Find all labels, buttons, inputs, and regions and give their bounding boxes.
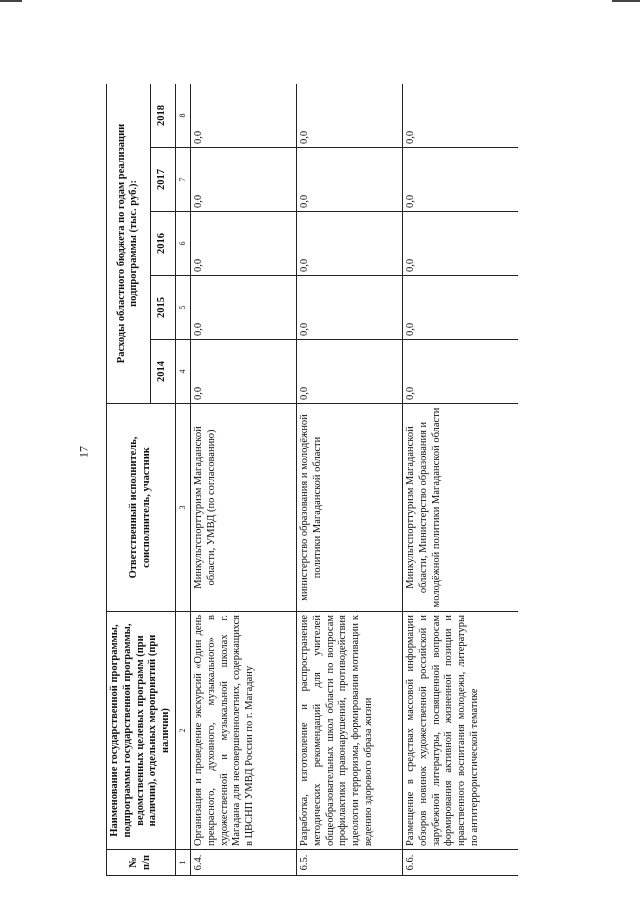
column-index: 3 xyxy=(175,404,190,612)
row-value-2016: 0,0 xyxy=(190,212,296,276)
row-value-2014: 0,0 xyxy=(190,340,296,404)
row-value-2015: 0,0 xyxy=(190,276,296,340)
row-value-2015: 0,0 xyxy=(402,276,518,340)
rotated-table-container xyxy=(106,84,518,876)
row-value-2016: 0,0 xyxy=(296,212,402,276)
column-index: 5 xyxy=(175,276,190,340)
budget-table xyxy=(106,84,518,876)
scan-edge-mark xyxy=(612,0,640,2)
row-value-2018: 0,0 xyxy=(296,84,402,148)
row-number: 6.5. xyxy=(296,850,402,876)
header-year: 2015 xyxy=(150,276,175,340)
column-index: 6 xyxy=(175,212,190,276)
row-executor: Минкультспорттуризм Магаданской области, УМВД (по согласованию) xyxy=(190,404,296,612)
row-activity-name: Организация и проведение экскурсий «Один день прекрасного, духовного, музыкального» в художественной и музыкальной школах г. Магадана для несовершеннолетних, содержащихся в ЦВСНП УМВД России по г. Магадану xyxy=(190,612,296,850)
row-value-2018: 0,0 xyxy=(190,84,296,148)
header-name: Наименование государственной программы, подпрограммы государственной программы, ведомственных целевых программ (при наличии), отдельных мероприятий (при наличии) xyxy=(107,612,176,850)
column-index: 2 xyxy=(175,612,190,850)
row-value-2016: 0,0 xyxy=(402,212,518,276)
header-year: 2017 xyxy=(150,148,175,212)
column-index: 8 xyxy=(175,84,190,148)
row-value-2018: 0,0 xyxy=(402,84,518,148)
row-value-2017: 0,0 xyxy=(296,148,402,212)
row-activity-name: Размещение в средствах массовой информации обзоров новинок художественной российской и зарубежной литературы, посвященной вопросам формирования активной жизненной позиции и нравственного воспитания молодежи, литературы по антитеррористической тематике xyxy=(402,612,518,850)
row-value-2017: 0,0 xyxy=(402,148,518,212)
header-number: № п/п xyxy=(107,850,176,876)
page-number: 17 xyxy=(76,446,91,458)
header-year: 2016 xyxy=(150,212,175,276)
column-index: 1 xyxy=(175,850,190,876)
table-rotation-frame xyxy=(106,84,518,876)
column-index-row xyxy=(175,84,190,876)
header-year: 2014 xyxy=(150,340,175,404)
column-index: 7 xyxy=(175,148,190,212)
row-number: 6.4. xyxy=(190,850,296,876)
row-executor: Минкультспорттуризм Магаданской области, Министерство образования и молодёжной политики Магаданской области xyxy=(402,404,518,612)
column-index: 4 xyxy=(175,340,190,404)
row-value-2014: 0,0 xyxy=(296,340,402,404)
row-activity-name: Разработка, изготовление и распространение методических рекомендаций для учителей общеобразовательных школ области по вопросам профилактики правонарушений, противодействия идеологии терроризма, формирования мотивации к ведению здорового образа жизни xyxy=(296,612,402,850)
table-row xyxy=(190,84,296,876)
row-executor: министерство образования и молодёжной политики Магаданской области xyxy=(296,404,402,612)
header-expenses-group: Расходы областного бюджета по годам реализации подпрограммы (тыс. руб.): xyxy=(107,84,151,404)
header-executor: Ответственный исполнитель, соисполнитель, участник xyxy=(107,404,176,612)
row-value-2015: 0,0 xyxy=(296,276,402,340)
scan-edge-mark xyxy=(0,0,22,2)
header-year: 2018 xyxy=(150,84,175,148)
row-number: 6.6. xyxy=(402,850,518,876)
table-row xyxy=(402,84,518,876)
table-row xyxy=(296,84,402,876)
row-value-2014: 0,0 xyxy=(402,340,518,404)
row-value-2017: 0,0 xyxy=(190,148,296,212)
